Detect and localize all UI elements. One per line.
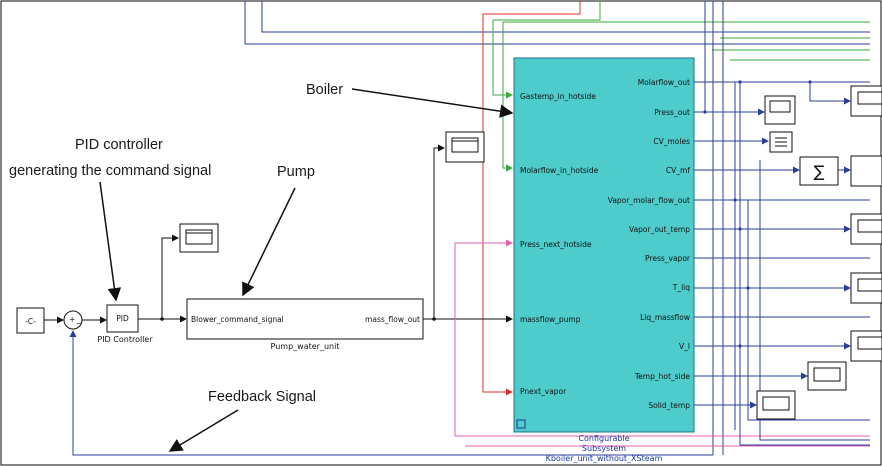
subsystem-name-3: Kboiler_unit_without_XSteam bbox=[545, 454, 663, 463]
output-port-10: V_l bbox=[679, 342, 690, 351]
output-port-8: T_liq bbox=[672, 283, 690, 292]
sum-symbol: ∑ bbox=[813, 162, 825, 181]
pump-input-port: Blower_command_signal bbox=[191, 315, 284, 324]
output-port-6: Vapor_out_temp bbox=[629, 225, 690, 234]
output-port-9: Liq_massflow bbox=[640, 313, 690, 322]
output-port-2: Press_out bbox=[654, 108, 690, 117]
constant-label: -C- bbox=[25, 317, 36, 326]
pump-output-port: mass_flow_out bbox=[365, 315, 420, 324]
annotations bbox=[9, 82, 512, 451]
input-port-2: Molarflow_in_hotside bbox=[520, 166, 599, 175]
pid-label: PID bbox=[116, 314, 129, 323]
pump-name: Pump_water_unit bbox=[270, 342, 340, 351]
annotation-pid-2: generating the command signal bbox=[9, 163, 212, 179]
input-port-3: Press_next_hotside bbox=[520, 240, 592, 249]
pid-name: PID Controller bbox=[97, 335, 153, 344]
input-port-4: massflow_pump bbox=[520, 315, 581, 324]
output-port-1: Molarflow_out bbox=[637, 78, 690, 87]
configurable-subsystem bbox=[514, 58, 694, 463]
output-port-3: CV_moles bbox=[653, 137, 690, 146]
sum-plus: + bbox=[69, 315, 76, 324]
output-port-5: Vapor_molar_flow_out bbox=[607, 196, 690, 205]
diagram-frame bbox=[1, 1, 881, 465]
output-port-4: CV_mf bbox=[665, 166, 690, 175]
subsystem-name-2: Subsystem bbox=[581, 444, 627, 453]
subsystem-name-1: Configurable bbox=[578, 434, 630, 443]
input-port-5: Pnext_vapor bbox=[520, 387, 567, 396]
output-port-7: Press_vapor bbox=[645, 254, 690, 263]
input-port-1: Gastemp_in_hotside bbox=[520, 92, 596, 101]
annotation-pid-1: PID controller bbox=[75, 137, 163, 153]
pump-scope bbox=[446, 132, 484, 162]
pid-scope bbox=[180, 224, 218, 252]
pump-block bbox=[187, 299, 423, 351]
annotation-pump: Pump bbox=[277, 164, 315, 180]
output-port-12: Solid_temp bbox=[648, 401, 690, 410]
output-scopes bbox=[757, 86, 882, 419]
output-port-11: Temp_hot_side bbox=[634, 372, 690, 381]
sum-minus: − bbox=[76, 319, 83, 328]
annotation-feedback: Feedback Signal bbox=[208, 389, 317, 405]
annotation-boiler: Boiler bbox=[306, 82, 344, 98]
